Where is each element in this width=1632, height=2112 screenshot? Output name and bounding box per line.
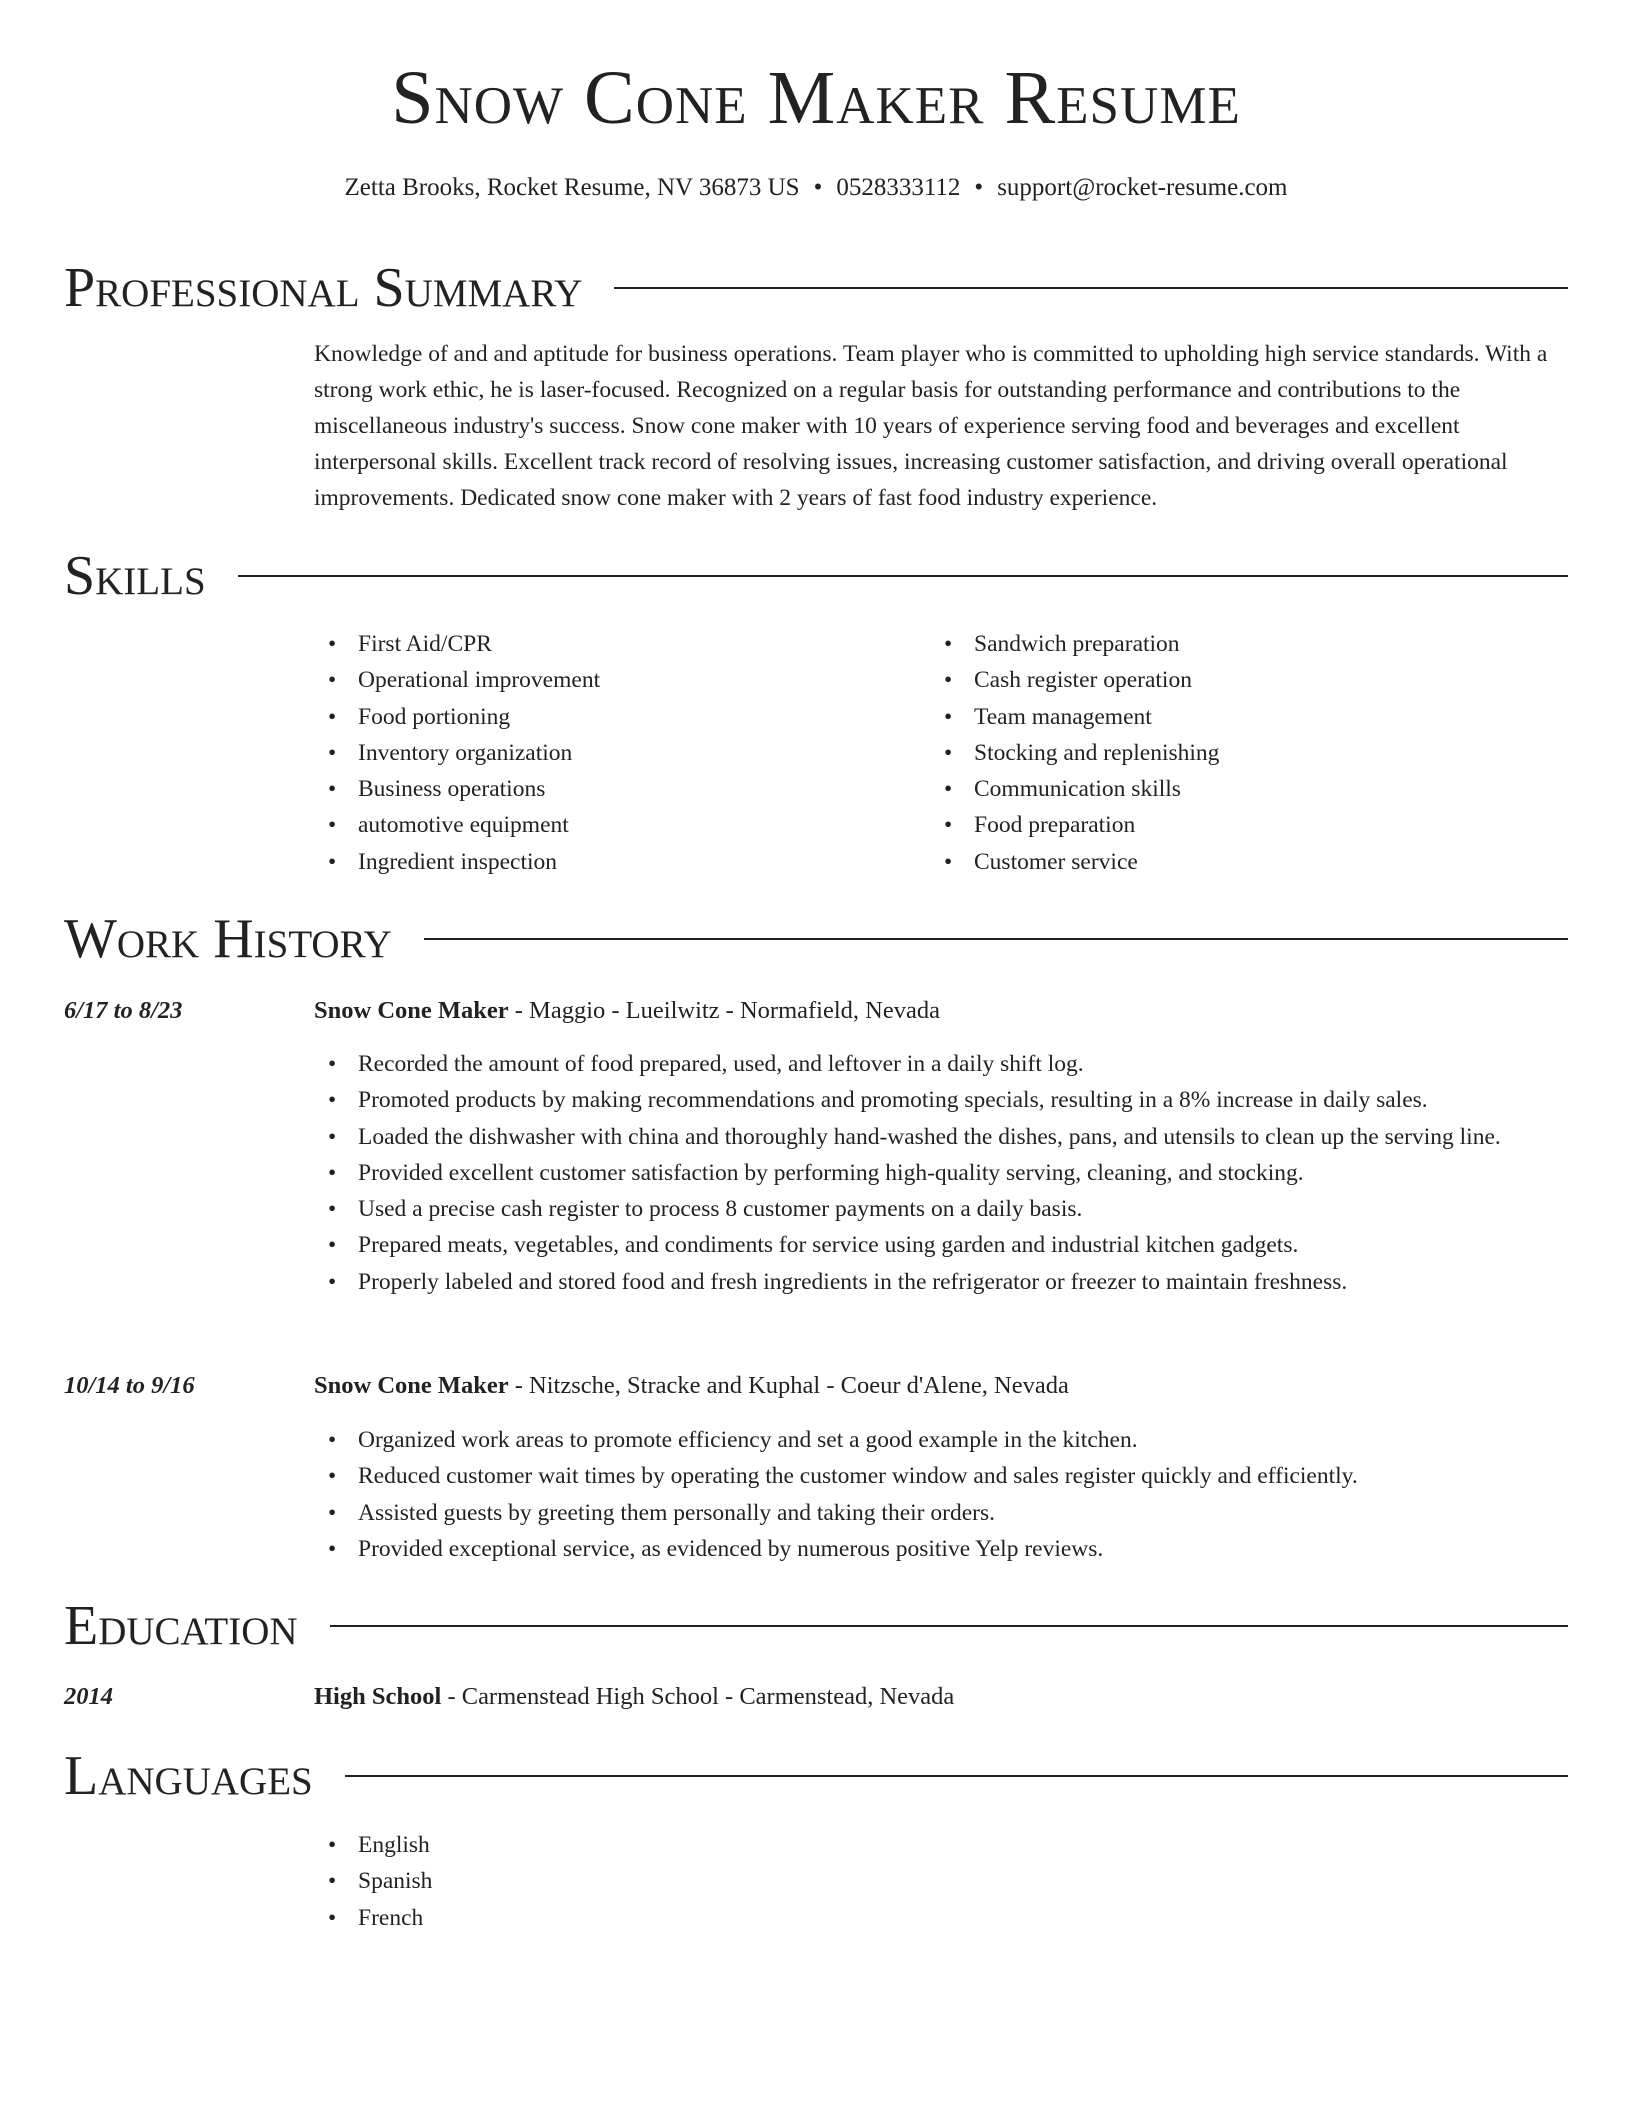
section-divider	[345, 1775, 1568, 1777]
list-item: • Food preparation	[930, 807, 1530, 843]
list-item: • Business operations	[314, 771, 914, 807]
job-role: Snow Cone Maker	[314, 1372, 509, 1399]
list-item: • English	[314, 1827, 914, 1863]
job-bullets	[314, 1046, 1574, 1300]
list-item: • Provided excellent customer satisfaction by performing high-quality serving, cleaning, and stocking.	[314, 1155, 1574, 1191]
list-item: • Customer service	[930, 844, 1530, 880]
skills-list-left	[314, 626, 914, 880]
section-title: Education	[64, 1595, 298, 1657]
job-employer: - Maggio - Lueilwitz - Normafield, Nevada	[508, 997, 940, 1024]
languages-list	[314, 1827, 914, 1936]
list-item: • automotive equipment	[314, 807, 914, 843]
summary-text: Knowledge of and and aptitude for business operations. Team player who is committed to upholding high service standards. With a strong work ethic, he is laser-focused. Recognized on a regular basis for outstanding performance and contributions to the miscellaneous industry's success. Snow cone maker with 10 years of experience serving food and beverages and excellent interpersonal skills. Excellent track record of resolving issues, increasing customer satisfaction, and driving overall operational improvements. Dedicated snow cone maker with 2 years of fast food industry experience.	[314, 341, 1548, 511]
education-year: 2014	[64, 1683, 113, 1710]
section-title: Skills	[64, 545, 206, 607]
list-item: • Loaded the dishwasher with china and thoroughly hand-washed the dishes, pans, and utensils to clean up the serving line.	[314, 1119, 1574, 1155]
job-title-line	[314, 1374, 1069, 1399]
education-degree: High School	[314, 1683, 442, 1710]
list-item: • Reduced customer wait times by operating the customer window and sales register quickly and efficiently.	[314, 1458, 1574, 1494]
list-item: • Prepared meats, vegetables, and condiments for service using garden and industrial kitchen gadgets.	[314, 1227, 1574, 1263]
section-divider	[424, 938, 1568, 940]
list-item: • Recorded the amount of food prepared, used, and leftover in a daily shift log.	[314, 1046, 1574, 1082]
section-title: Professional Summary	[64, 257, 583, 319]
list-item: • Assisted guests by greeting them personally and taking their orders.	[314, 1495, 1574, 1531]
job-bullets	[314, 1422, 1574, 1567]
job-dates: 10/14 to 9/16	[64, 1372, 195, 1399]
list-item: • First Aid/CPR	[314, 626, 914, 662]
list-item: • Stocking and replenishing	[930, 735, 1530, 771]
skills-list-right	[930, 626, 1530, 880]
list-item: • French	[314, 1900, 914, 1936]
list-item: • Ingredient inspection	[314, 844, 914, 880]
job-employer: - Nitzsche, Stracke and Kuphal - Coeur d'Alene, Nevada	[508, 1372, 1069, 1399]
list-item: • Team management	[930, 699, 1530, 735]
section-divider	[330, 1625, 1568, 1627]
contact-separator: •	[974, 174, 984, 201]
list-item: • Used a precise cash register to process 8 customer payments on a daily basis.	[314, 1191, 1574, 1227]
section-header-education	[64, 1595, 1568, 1657]
education-line	[314, 1685, 954, 1710]
list-item: • Sandwich preparation	[930, 626, 1530, 662]
section-header-work-history	[64, 908, 1568, 970]
section-header-skills	[64, 545, 1568, 607]
list-item: • Organized work areas to promote efficiency and set a good example in the kitchen.	[314, 1422, 1574, 1458]
list-item: • Provided exceptional service, as evidenced by numerous positive Yelp reviews.	[314, 1531, 1574, 1567]
section-title: Work History	[64, 908, 392, 970]
resume-title: Snow Cone Maker Resume	[391, 56, 1241, 140]
list-item: • Spanish	[314, 1863, 914, 1899]
contact-email: support@rocket-resume.com	[997, 174, 1288, 201]
list-item: • Food portioning	[314, 699, 914, 735]
job-role: Snow Cone Maker	[314, 997, 509, 1024]
list-item: • Operational improvement	[314, 662, 914, 698]
list-item: • Inventory organization	[314, 735, 914, 771]
list-item: • Properly labeled and stored food and fresh ingredients in the refrigerator or freezer to maintain freshness.	[314, 1264, 1574, 1300]
section-header-summary	[64, 257, 1568, 319]
job-dates: 6/17 to 8/23	[64, 997, 183, 1024]
section-divider	[614, 287, 1568, 289]
section-title: Languages	[64, 1745, 313, 1807]
list-item: • Promoted products by making recommendations and promoting specials, resulting in a 8% increase in daily sales.	[314, 1082, 1574, 1118]
job-title-line	[314, 999, 940, 1024]
contact-phone: 0528333112	[836, 174, 961, 201]
contact-separator: •	[813, 174, 823, 201]
list-item: • Cash register operation	[930, 662, 1530, 698]
education-school: - Carmenstead High School - Carmenstead, Nevada	[441, 1683, 955, 1710]
contact-address: Zetta Brooks, Rocket Resume, NV 36873 US	[344, 174, 800, 201]
contact-line	[0, 175, 1632, 200]
section-divider	[238, 575, 1568, 577]
list-item: • Communication skills	[930, 771, 1530, 807]
section-header-languages	[64, 1745, 1568, 1807]
